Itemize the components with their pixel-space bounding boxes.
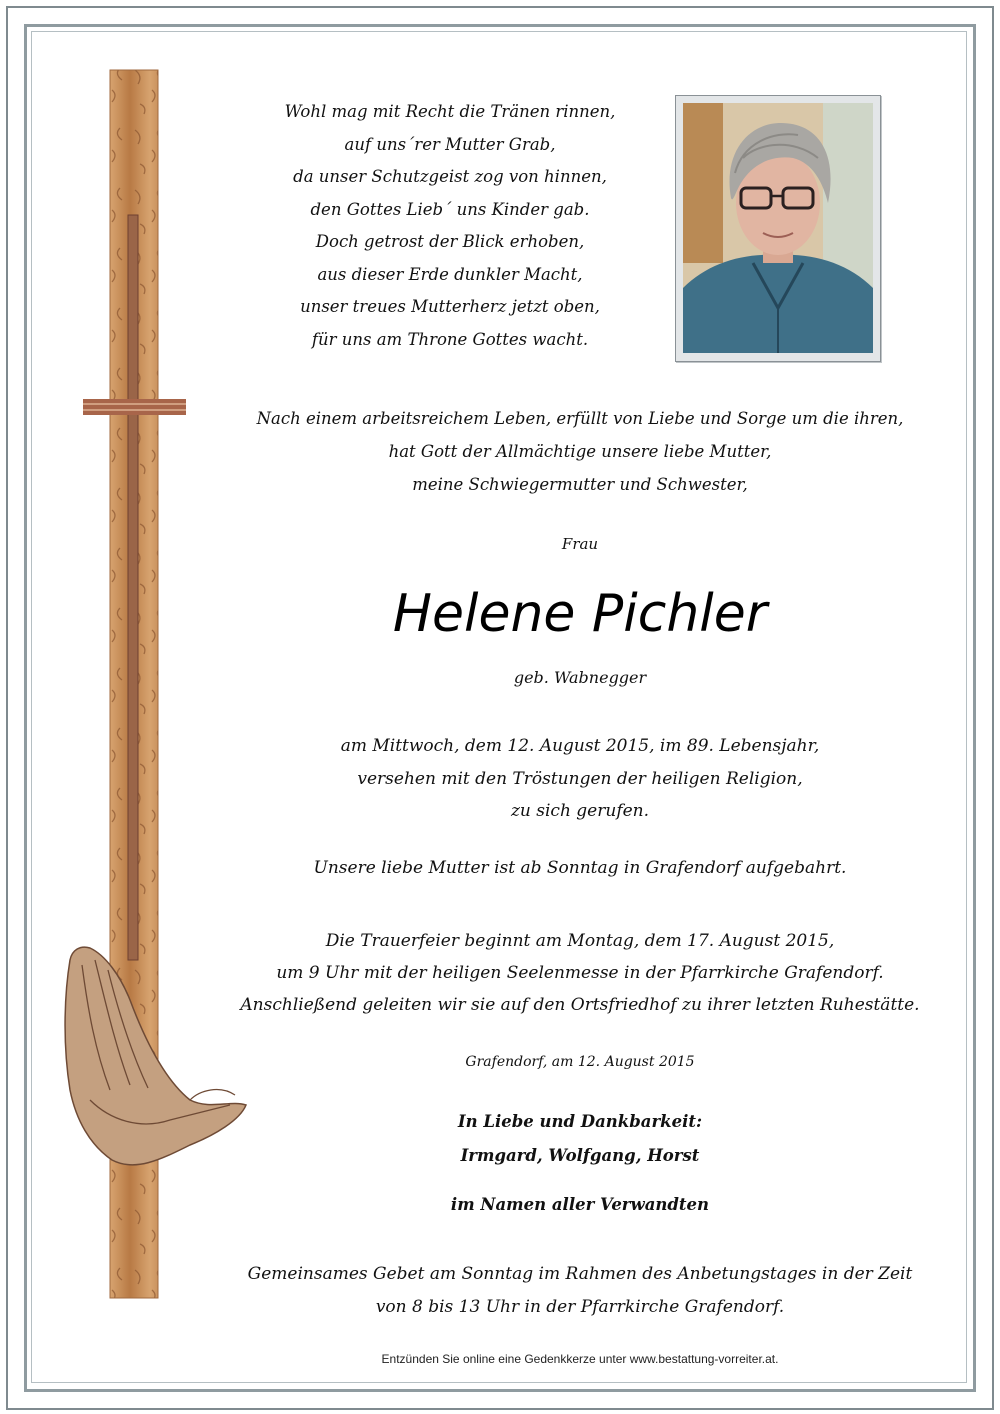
poem-line: für uns am Throne Gottes wacht. xyxy=(311,329,589,349)
prayer-line: von 8 bis 13 Uhr in der Pfarrkirche Grafendorf. xyxy=(375,1297,785,1317)
poem-line: da unser Schutzgeist zog von hinnen, xyxy=(293,167,607,186)
poem-line: Wohl mag mit Recht die Tränen rinnen, xyxy=(284,102,616,121)
poem-line: unser treues Mutterherz jetzt oben, xyxy=(300,297,600,316)
deceased-name: Helene Pichler xyxy=(392,584,768,644)
death-line: versehen mit den Tröstungen der heiligen Religion, xyxy=(357,768,803,789)
intro-line: hat Gott der Allmächtige unsere liebe Mutter, xyxy=(388,442,772,461)
poem-line: den Gottes Lieb´ uns Kinder gab. xyxy=(310,199,590,219)
funeral-notice xyxy=(180,925,980,1021)
portrait-image xyxy=(683,103,873,353)
death-line: am Mittwoch, dem 12. August 2015, im 89. Lebensjahr, xyxy=(340,736,820,756)
funeral-line: um 9 Uhr mit der heiligen Seelenmesse in der Pfarrkirche Grafendorf. xyxy=(276,963,884,983)
place-date: Grafendorf, am 12. August 2015 xyxy=(465,1054,695,1070)
funeral-line: Die Trauerfeier beginnt am Montag, dem 17. August 2015, xyxy=(325,931,835,951)
prayer-line: Gemeinsames Gebet am Sonntag im Rahmen des Anbetungstages in der Zeit xyxy=(247,1264,913,1284)
intro-line: Nach einem arbeitsreichem Leben, erfüllt von Liebe und Sorge um die ihren, xyxy=(256,409,904,428)
death-line: zu sich gerufen. xyxy=(510,801,650,821)
mourners-title: In Liebe und Dankbarkeit: xyxy=(457,1112,703,1131)
footer-candle-link[interactable]: Entzünden Sie online eine Gedenkkerze unter www.bestattung-vorreiter.at. xyxy=(381,1352,779,1366)
cross-inner-rod xyxy=(128,215,138,960)
poem xyxy=(240,96,660,356)
laid-out-notice: Unsere liebe Mutter ist ab Sonntag in Grafendorf aufgebahrt. xyxy=(313,858,847,878)
cross-horizontal-beam xyxy=(83,399,186,415)
salutation: Frau xyxy=(561,535,599,553)
mourners-relatives: im Namen aller Verwandten xyxy=(450,1195,710,1214)
birth-name: geb. Wabnegger xyxy=(513,668,647,687)
poem-line: aus dieser Erde dunkler Macht, xyxy=(317,264,583,284)
death-notice xyxy=(180,730,980,828)
intro-line: meine Schwiegermutter und Schwester, xyxy=(412,475,748,494)
funeral-line: Anschließend geleiten wir sie auf den Ortsfriedhof zu ihrer letzten Ruhestätte. xyxy=(240,995,920,1015)
portrait-photo xyxy=(675,95,881,362)
poem-line: Doch getrost der Blick erhoben, xyxy=(315,232,585,251)
prayer-notice xyxy=(180,1258,980,1324)
intro-text xyxy=(180,402,980,501)
mourners-names: Irmgard, Wolfgang, Horst xyxy=(460,1146,700,1165)
poem-line: auf uns´rer Mutter Grab, xyxy=(344,134,556,154)
